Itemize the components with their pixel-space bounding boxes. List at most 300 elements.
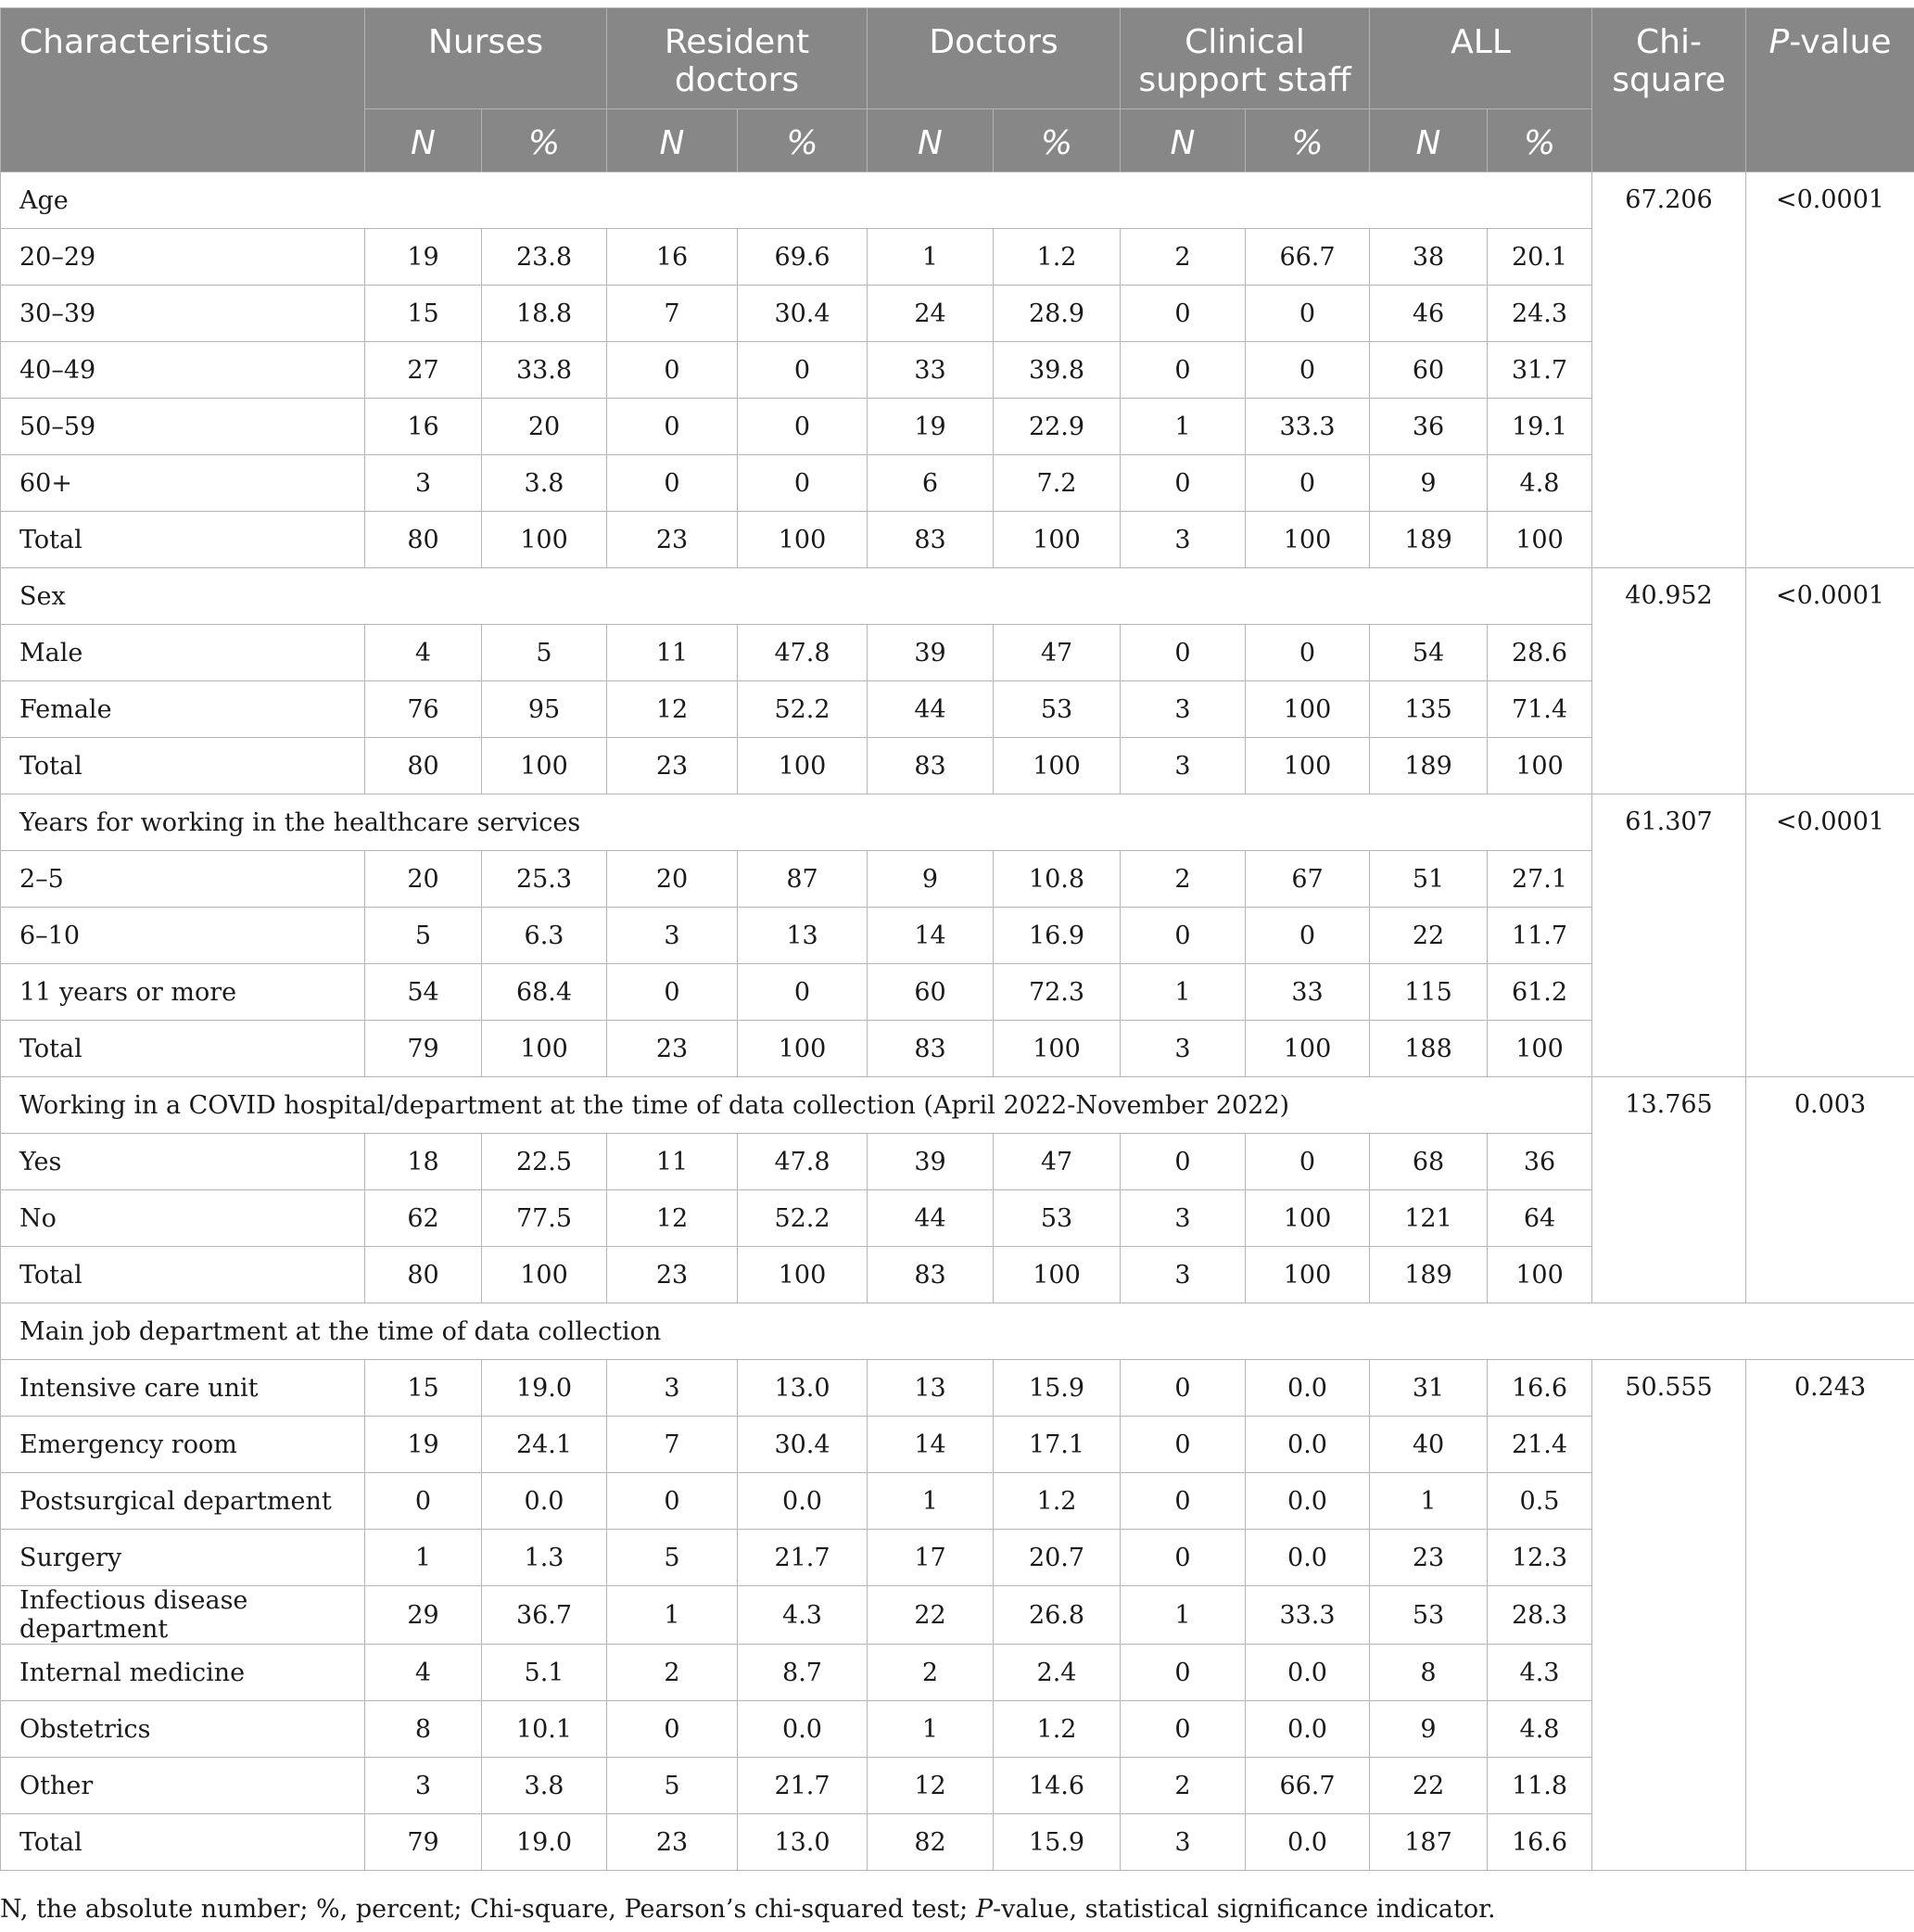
cell-count: 8 [1370,1645,1488,1701]
header-resident-doctors: Resident doctors [607,8,868,109]
row-label: Intensive care unit [1,1360,365,1417]
cell-count: 0 [607,399,738,455]
cell-count: 20 [365,851,482,908]
subheader-n: N [607,109,738,172]
cell-count: 0 [1121,342,1246,399]
cell-percent: 20.7 [994,1530,1121,1586]
cell-count: 189 [1370,738,1488,794]
cell-percent: 19.1 [1488,399,1592,455]
cell-count: 27 [365,342,482,399]
row-label: Yes [1,1134,365,1190]
cell-percent: 47 [994,1134,1121,1190]
cell-percent: 1.2 [994,1701,1121,1758]
p-value: <0.0001 [1746,172,1914,568]
cell-percent: 100 [1246,1247,1370,1303]
cell-percent: 0.0 [1246,1645,1370,1701]
cell-percent: 39.8 [994,342,1121,399]
cell-percent: 30.4 [738,1417,868,1473]
cell-count: 15 [365,286,482,342]
cell-count: 1 [365,1530,482,1586]
cell-percent: 0 [1246,455,1370,512]
cell-percent: 0 [1246,625,1370,681]
header-characteristics: Characteristics [1,8,365,172]
cell-count: 31 [1370,1360,1488,1417]
cell-percent: 19.0 [482,1360,607,1417]
cell-percent: 100 [738,512,868,568]
subheader-n: N [1121,109,1246,172]
p-value: 0.003 [1746,1077,1914,1303]
cell-count: 1 [1121,1586,1246,1645]
cell-percent: 61.2 [1488,964,1592,1021]
cell-percent: 31.7 [1488,342,1592,399]
cell-percent: 11.7 [1488,908,1592,964]
cell-percent: 24.1 [482,1417,607,1473]
section-label: Age [1,172,1592,229]
row-label: Total [1,512,365,568]
cell-count: 44 [868,1190,994,1247]
cell-percent: 26.8 [994,1586,1121,1645]
cell-count: 9 [1370,455,1488,512]
cell-percent: 14.6 [994,1758,1121,1814]
cell-count: 80 [365,738,482,794]
cell-percent: 47.8 [738,1134,868,1190]
cell-percent: 28.3 [1488,1586,1592,1645]
cell-count: 5 [365,908,482,964]
section-header-row [1,794,1914,851]
table-body [1,172,1914,1871]
cell-percent: 15.9 [994,1814,1121,1871]
subheader-percent: % [1488,109,1592,172]
cell-count: 23 [607,1247,738,1303]
cell-count: 15 [365,1360,482,1417]
cell-count: 60 [868,964,994,1021]
cell-count: 76 [365,681,482,738]
cell-count: 2 [1121,229,1246,286]
cell-percent: 1.3 [482,1530,607,1586]
cell-count: 135 [1370,681,1488,738]
cell-percent: 22.5 [482,1134,607,1190]
cell-percent: 4.8 [1488,1701,1592,1758]
chi-square-value: 67.206 [1592,172,1746,568]
cell-percent: 0.0 [738,1701,868,1758]
cell-count: 2 [868,1645,994,1701]
cell-count: 0 [1121,625,1246,681]
cell-percent: 5 [482,625,607,681]
cell-percent: 0 [738,455,868,512]
cell-percent: 100 [482,738,607,794]
header-nurses: Nurses [365,8,607,109]
cell-count: 33 [868,342,994,399]
row-label: 11 years or more [1,964,365,1021]
cell-percent: 10.1 [482,1701,607,1758]
cell-percent: 100 [1488,512,1592,568]
cell-count: 79 [365,1021,482,1077]
cell-count: 39 [868,625,994,681]
cell-count: 23 [1370,1530,1488,1586]
table-container [0,7,1914,1871]
cell-count: 80 [365,512,482,568]
cell-count: 22 [868,1586,994,1645]
cell-percent: 100 [1246,738,1370,794]
subheader-percent: % [1246,109,1370,172]
cell-count: 189 [1370,1247,1488,1303]
section-label: Main job department at the time of data collection [1,1303,1914,1360]
cell-percent: 0 [738,399,868,455]
cell-count: 19 [365,1417,482,1473]
cell-count: 68 [1370,1134,1488,1190]
cell-count: 5 [607,1530,738,1586]
cell-percent: 71.4 [1488,681,1592,738]
section-header-row [1,1303,1914,1360]
cell-percent: 0.0 [1246,1701,1370,1758]
cell-count: 6 [868,455,994,512]
cell-count: 3 [1121,1190,1246,1247]
cell-percent: 100 [994,738,1121,794]
subheader-n: N [1370,109,1488,172]
cell-percent: 21.7 [738,1530,868,1586]
cell-count: 23 [607,738,738,794]
cell-percent: 21.4 [1488,1417,1592,1473]
cell-percent: 0.0 [1246,1473,1370,1530]
table-footnote [0,1895,1914,1924]
cell-count: 60 [1370,342,1488,399]
cell-percent: 27.1 [1488,851,1592,908]
row-label: Female [1,681,365,738]
cell-percent: 10.8 [994,851,1121,908]
row-label: Emergency room [1,1417,365,1473]
cell-count: 0 [1121,455,1246,512]
cell-count: 9 [868,851,994,908]
cell-percent: 28.9 [994,286,1121,342]
cell-count: 1 [1370,1473,1488,1530]
cell-count: 0 [1121,1530,1246,1586]
header-all: ALL [1370,8,1592,109]
cell-percent: 33.3 [1246,1586,1370,1645]
cell-percent: 100 [1488,1021,1592,1077]
cell-count: 4 [365,625,482,681]
cell-count: 3 [365,1758,482,1814]
cell-percent: 0.5 [1488,1473,1592,1530]
row-label: Total [1,1021,365,1077]
cell-percent: 16.9 [994,908,1121,964]
cell-count: 0 [607,1701,738,1758]
cell-count: 80 [365,1247,482,1303]
table-header [1,8,1914,172]
cell-count: 16 [365,399,482,455]
cell-percent: 20 [482,399,607,455]
cell-count: 83 [868,1021,994,1077]
cell-count: 0 [1121,1645,1246,1701]
cell-count: 1 [868,229,994,286]
cell-count: 0 [607,1473,738,1530]
cell-count: 187 [1370,1814,1488,1871]
row-label: Obstetrics [1,1701,365,1758]
cell-count: 23 [607,512,738,568]
cell-percent: 7.2 [994,455,1121,512]
cell-percent: 100 [1488,738,1592,794]
row-label: 60+ [1,455,365,512]
cell-count: 188 [1370,1021,1488,1077]
cell-percent: 0.0 [1246,1530,1370,1586]
cell-percent: 5.1 [482,1645,607,1701]
cell-percent: 0 [1246,1134,1370,1190]
cell-count: 51 [1370,851,1488,908]
cell-percent: 0.0 [1246,1814,1370,1871]
cell-count: 83 [868,512,994,568]
cell-count: 0 [1121,286,1246,342]
row-label: 6–10 [1,908,365,964]
p-value: <0.0001 [1746,568,1914,794]
cell-count: 23 [607,1814,738,1871]
section-label: Years for working in the healthcare services [1,794,1592,851]
cell-percent: 77.5 [482,1190,607,1247]
cell-percent: 11.8 [1488,1758,1592,1814]
cell-count: 1 [1121,399,1246,455]
cell-count: 13 [868,1360,994,1417]
cell-count: 12 [868,1758,994,1814]
cell-count: 0 [607,964,738,1021]
cell-percent: 4.3 [738,1586,868,1645]
cell-count: 4 [365,1645,482,1701]
cell-percent: 66.7 [1246,229,1370,286]
cell-count: 0 [1121,1473,1246,1530]
row-label: Male [1,625,365,681]
cell-percent: 47.8 [738,625,868,681]
cell-count: 0 [607,455,738,512]
section-header-row [1,172,1914,229]
cell-count: 53 [1370,1586,1488,1645]
cell-percent: 4.3 [1488,1645,1592,1701]
cell-percent: 100 [482,1021,607,1077]
cell-percent: 100 [1488,1247,1592,1303]
cell-percent: 53 [994,1190,1121,1247]
cell-count: 22 [1370,908,1488,964]
cell-percent: 2.4 [994,1645,1121,1701]
cell-percent: 17.1 [994,1417,1121,1473]
cell-count: 14 [868,908,994,964]
demographics-table [0,7,1914,1871]
cell-count: 1 [1121,964,1246,1021]
cell-count: 18 [365,1134,482,1190]
cell-percent: 1.2 [994,1473,1121,1530]
cell-count: 29 [365,1586,482,1645]
cell-percent: 0 [738,964,868,1021]
cell-percent: 13.0 [738,1360,868,1417]
row-label: 40–49 [1,342,365,399]
cell-percent: 100 [994,512,1121,568]
row-label: 30–39 [1,286,365,342]
row-label: No [1,1190,365,1247]
header-chi-square: Chi-square [1592,8,1746,172]
cell-percent: 0 [1246,342,1370,399]
cell-percent: 87 [738,851,868,908]
cell-count: 9 [1370,1701,1488,1758]
footnote-p-italic: P [975,1895,994,1924]
cell-count: 0 [1121,1360,1246,1417]
cell-percent: 30.4 [738,286,868,342]
cell-count: 12 [607,1190,738,1247]
chi-square-value: 40.952 [1592,568,1746,794]
cell-count: 1 [607,1586,738,1645]
cell-percent: 33 [1246,964,1370,1021]
cell-percent: 72.3 [994,964,1121,1021]
cell-count: 44 [868,681,994,738]
cell-count: 7 [607,286,738,342]
row-label: 50–59 [1,399,365,455]
cell-count: 79 [365,1814,482,1871]
cell-count: 0 [1121,1417,1246,1473]
row-label: Total [1,1247,365,1303]
cell-percent: 36.7 [482,1586,607,1645]
cell-count: 12 [607,681,738,738]
cell-percent: 100 [482,512,607,568]
cell-count: 115 [1370,964,1488,1021]
row-label: Total [1,738,365,794]
row-label: 20–29 [1,229,365,286]
cell-percent: 67 [1246,851,1370,908]
cell-percent: 52.2 [738,681,868,738]
cell-count: 38 [1370,229,1488,286]
cell-count: 83 [868,1247,994,1303]
cell-percent: 52.2 [738,1190,868,1247]
cell-count: 3 [365,455,482,512]
cell-count: 17 [868,1530,994,1586]
cell-count: 54 [1370,625,1488,681]
header-p-value [1746,8,1914,172]
cell-percent: 0 [738,342,868,399]
section-header-row [1,1077,1914,1134]
cell-percent: 6.3 [482,908,607,964]
cell-percent: 100 [738,1247,868,1303]
cell-percent: 100 [1246,512,1370,568]
cell-count: 14 [868,1417,994,1473]
cell-count: 121 [1370,1190,1488,1247]
header-p-italic: P [1768,23,1790,61]
chi-square-value: 50.555 [1592,1360,1746,1871]
section-header-row [1,568,1914,625]
cell-count: 23 [607,1021,738,1077]
cell-percent: 100 [1246,1021,1370,1077]
cell-count: 20 [607,851,738,908]
cell-percent: 22.9 [994,399,1121,455]
cell-percent: 16.6 [1488,1814,1592,1871]
cell-count: 19 [365,229,482,286]
cell-count: 36 [1370,399,1488,455]
cell-percent: 100 [1246,1190,1370,1247]
cell-percent: 24.3 [1488,286,1592,342]
cell-count: 11 [607,625,738,681]
cell-count: 82 [868,1814,994,1871]
cell-percent: 64 [1488,1190,1592,1247]
subheader-percent: % [738,109,868,172]
subheader-percent: % [482,109,607,172]
cell-count: 3 [1121,1021,1246,1077]
cell-percent: 0.0 [738,1473,868,1530]
cell-count: 1 [868,1701,994,1758]
cell-percent: 0.0 [1246,1417,1370,1473]
cell-percent: 3.8 [482,1758,607,1814]
header-p-rest: -value [1789,23,1892,61]
cell-percent: 95 [482,681,607,738]
cell-count: 22 [1370,1758,1488,1814]
chi-square-value: 13.765 [1592,1077,1746,1303]
cell-count: 83 [868,738,994,794]
section-label: Working in a COVID hospital/department at the time of data collection (April 2022-November 2022) [1,1077,1592,1134]
cell-count: 0 [607,342,738,399]
cell-percent: 0.0 [482,1473,607,1530]
cell-percent: 100 [994,1247,1121,1303]
row-label: 2–5 [1,851,365,908]
cell-percent: 100 [482,1247,607,1303]
cell-count: 2 [1121,851,1246,908]
cell-count: 8 [365,1701,482,1758]
cell-percent: 33.8 [482,342,607,399]
cell-percent: 36 [1488,1134,1592,1190]
footnote-part1: N, the absolute number; %, percent; Chi-square, Pearson’s chi-squared test; [0,1895,976,1924]
cell-count: 2 [607,1645,738,1701]
cell-count: 39 [868,1134,994,1190]
row-label: Postsurgical department [1,1473,365,1530]
cell-count: 3 [1121,681,1246,738]
cell-count: 62 [365,1190,482,1247]
row-label: Internal medicine [1,1645,365,1701]
cell-count: 0 [365,1473,482,1530]
cell-count: 40 [1370,1417,1488,1473]
cell-percent: 21.7 [738,1758,868,1814]
cell-percent: 8.7 [738,1645,868,1701]
cell-percent: 28.6 [1488,625,1592,681]
cell-count: 3 [1121,512,1246,568]
cell-percent: 68.4 [482,964,607,1021]
cell-percent: 19.0 [482,1814,607,1871]
cell-percent: 100 [1246,681,1370,738]
cell-count: 19 [868,399,994,455]
cell-percent: 20.1 [1488,229,1592,286]
cell-count: 11 [607,1134,738,1190]
cell-count: 5 [607,1758,738,1814]
cell-count: 54 [365,964,482,1021]
cell-percent: 0 [1246,286,1370,342]
cell-percent: 3.8 [482,455,607,512]
cell-count: 3 [1121,1247,1246,1303]
cell-percent: 33.3 [1246,399,1370,455]
cell-percent: 0 [1246,908,1370,964]
cell-percent: 25.3 [482,851,607,908]
p-value: 0.243 [1746,1360,1914,1871]
cell-percent: 12.3 [1488,1530,1592,1586]
cell-percent: 53 [994,681,1121,738]
cell-percent: 13 [738,908,868,964]
cell-count: 3 [607,908,738,964]
cell-percent: 0.0 [1246,1360,1370,1417]
cell-count: 189 [1370,512,1488,568]
p-value: <0.0001 [1746,794,1914,1077]
cell-count: 0 [1121,1134,1246,1190]
section-label: Sex [1,568,1592,625]
chi-square-value: 61.307 [1592,794,1746,1077]
cell-percent: 13.0 [738,1814,868,1871]
cell-count: 2 [1121,1758,1246,1814]
cell-count: 0 [1121,1701,1246,1758]
cell-percent: 15.9 [994,1360,1121,1417]
cell-percent: 100 [738,738,868,794]
cell-count: 16 [607,229,738,286]
cell-count: 3 [1121,1814,1246,1871]
cell-count: 0 [1121,908,1246,964]
subheader-n: N [365,109,482,172]
cell-percent: 1.2 [994,229,1121,286]
footnote-part2: -value, statistical significance indicator. [993,1895,1496,1924]
